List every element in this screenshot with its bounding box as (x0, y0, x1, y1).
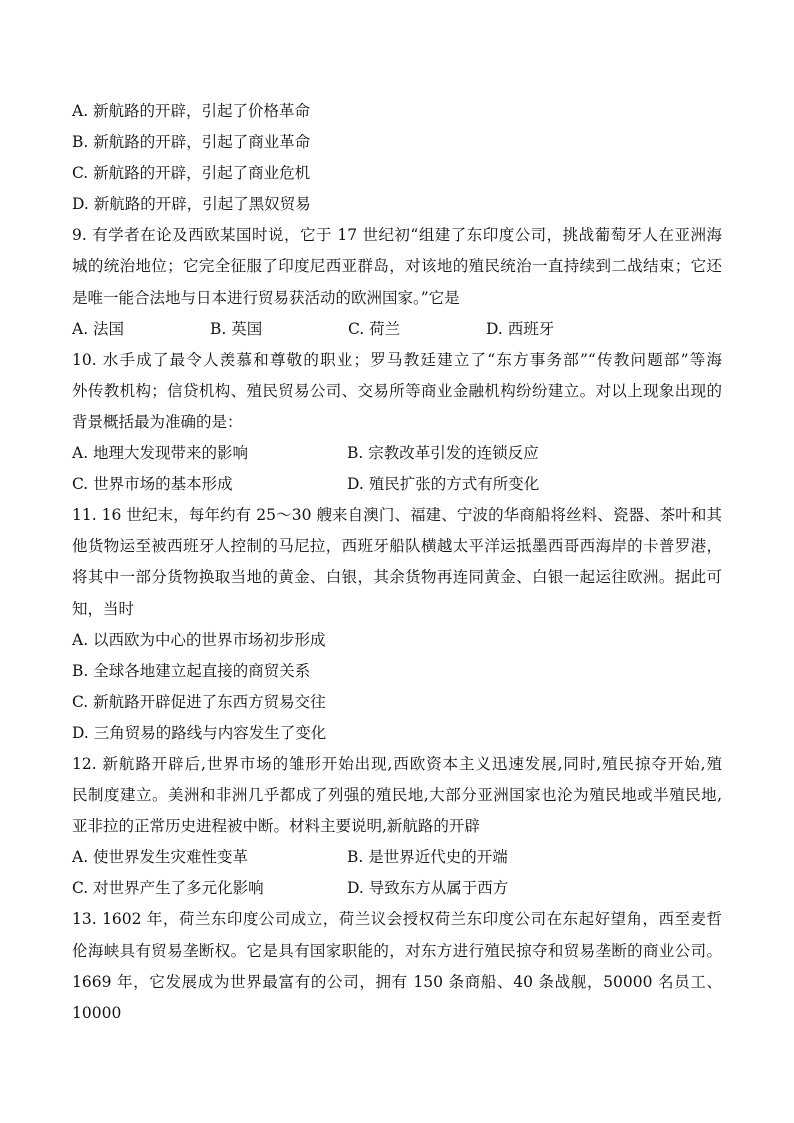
q9-option-b: B. 英国 (210, 319, 263, 338)
q9-stem-line-3: 是唯一能合法地与日本进行贸易获活动的欧洲国家。”它是 (72, 288, 460, 307)
q11-stem-line-1: 11. 16 世纪末，每年约有 25～30 艘来自澳门、福建、宁波的华商船将丝料、瓷器、茶叶和其 (72, 506, 722, 525)
q10-option-d: D. 殖民扩张的方式有所变化 (347, 475, 540, 494)
q13-stem-line-1: 13. 1602 年，荷兰东印度公司成立，荷兰议会授权荷兰东印度公司在东起好望角，西至麦哲 (72, 910, 722, 929)
q11-stem-line-2: 他货物运至被西班牙人控制的马尼拉，西班牙船队横越太平洋运抵墨西哥西海岸的卡普罗港， (72, 537, 722, 556)
q11-stem-line-4: 知，当时 (72, 599, 135, 618)
q13-stem-line-3: 1669 年，它发展成为世界最富有的公司，拥有 150 条商船、40 条战舰，50000 名员工、10000 (72, 972, 722, 1022)
q8-option-b: B. 新航路的开辟，引起了商业革命 (72, 133, 311, 152)
q12-option-c: C. 对世界产生了多元化影响 (72, 879, 264, 898)
q11-option-a: A. 以西欧为中心的世界市场初步形成 (72, 630, 326, 649)
q11-option-c: C. 新航路开辟促进了东西方贸易交往 (72, 692, 326, 711)
q12-option-d: D. 导致东方从属于西方 (347, 879, 509, 898)
q12-options-row-1 (72, 842, 722, 873)
q11-option-b: B. 全球各地建立起直接的商贸关系 (72, 661, 311, 680)
q13-stem-line-2: 伦海峡具有贸易垄断权。它是具有国家职能的，对东方进行殖民掠夺和贸易垄断的商业公司。 (72, 941, 722, 960)
q10-stem-line-3: 背景概括最为准确的是： (72, 412, 243, 431)
q10-stem-line-2: 外传教机构；信贷机构、殖民贸易公司、交易所等商业金融机构纷纷建立。对以上现象出现的 (72, 381, 722, 400)
q8-option-d: D. 新航路的开辟，引起了黑奴贸易 (72, 195, 311, 214)
q9-option-c: C. 荷兰 (348, 319, 401, 338)
q9-stem-line-2: 城的统治地位；它完全征服了印度尼西亚群岛，对该地的殖民统治一直持续到二战结束；它还 (72, 257, 722, 276)
q12-stem-line-1: 12. 新航路开辟后,世界市场的雏形开始出现,西欧资本主义迅速发展,同时,殖民掠夺开始,殖 (72, 754, 722, 773)
q12-stem-line-2: 民制度建立。美洲和非洲几乎都成了列强的殖民地,大部分亚洲国家也沦为殖民地或半殖民地, (72, 786, 722, 805)
q9-options (72, 314, 722, 345)
q8-option-c: C. 新航路的开辟，引起了商业危机 (72, 164, 311, 183)
q10-option-c: C. 世界市场的基本形成 (72, 475, 233, 494)
q12-option-b: B. 是世界近代史的开端 (347, 848, 508, 867)
q10-options-row-2 (72, 469, 722, 500)
q8-option-a: A. 新航路的开辟，引起了价格革命 (72, 102, 311, 120)
q12-stem-line-3: 亚非拉的正常历史进程被中断。材料主要说明,新航路的开辟 (72, 817, 480, 836)
q12-options-row-2 (72, 873, 722, 904)
q11-stem-line-3: 将其中一部分货物换取当地的黄金、白银，其余货物再连同黄金、白银一起运往欧洲。据此可 (72, 568, 722, 587)
q10-stem-line-1: 10. 水手成了最令人羡慕和尊敬的职业；罗马教廷建立了“东方事务部”“传教问题部”等海 (72, 350, 722, 369)
q9-option-a: A. 法国 (72, 319, 125, 338)
q9-option-d: D. 西班牙 (486, 319, 555, 338)
q10-option-a: A. 地理大发现带来的影响 (72, 444, 249, 463)
q12-option-a: A. 使世界发生灾难性变革 (72, 848, 249, 867)
q11-option-d: D. 三角贸易的路线与内容发生了变化 (72, 723, 327, 742)
q9-stem-line-1: 9. 有学者在论及西欧某国时说，它于 17 世纪初“组建了东印度公司，挑战葡萄牙人在亚洲海 (72, 226, 722, 245)
q10-options-row-1 (72, 438, 722, 469)
q10-option-b: B. 宗教改革引发的连锁反应 (347, 444, 539, 463)
exam-page (72, 96, 722, 1022)
